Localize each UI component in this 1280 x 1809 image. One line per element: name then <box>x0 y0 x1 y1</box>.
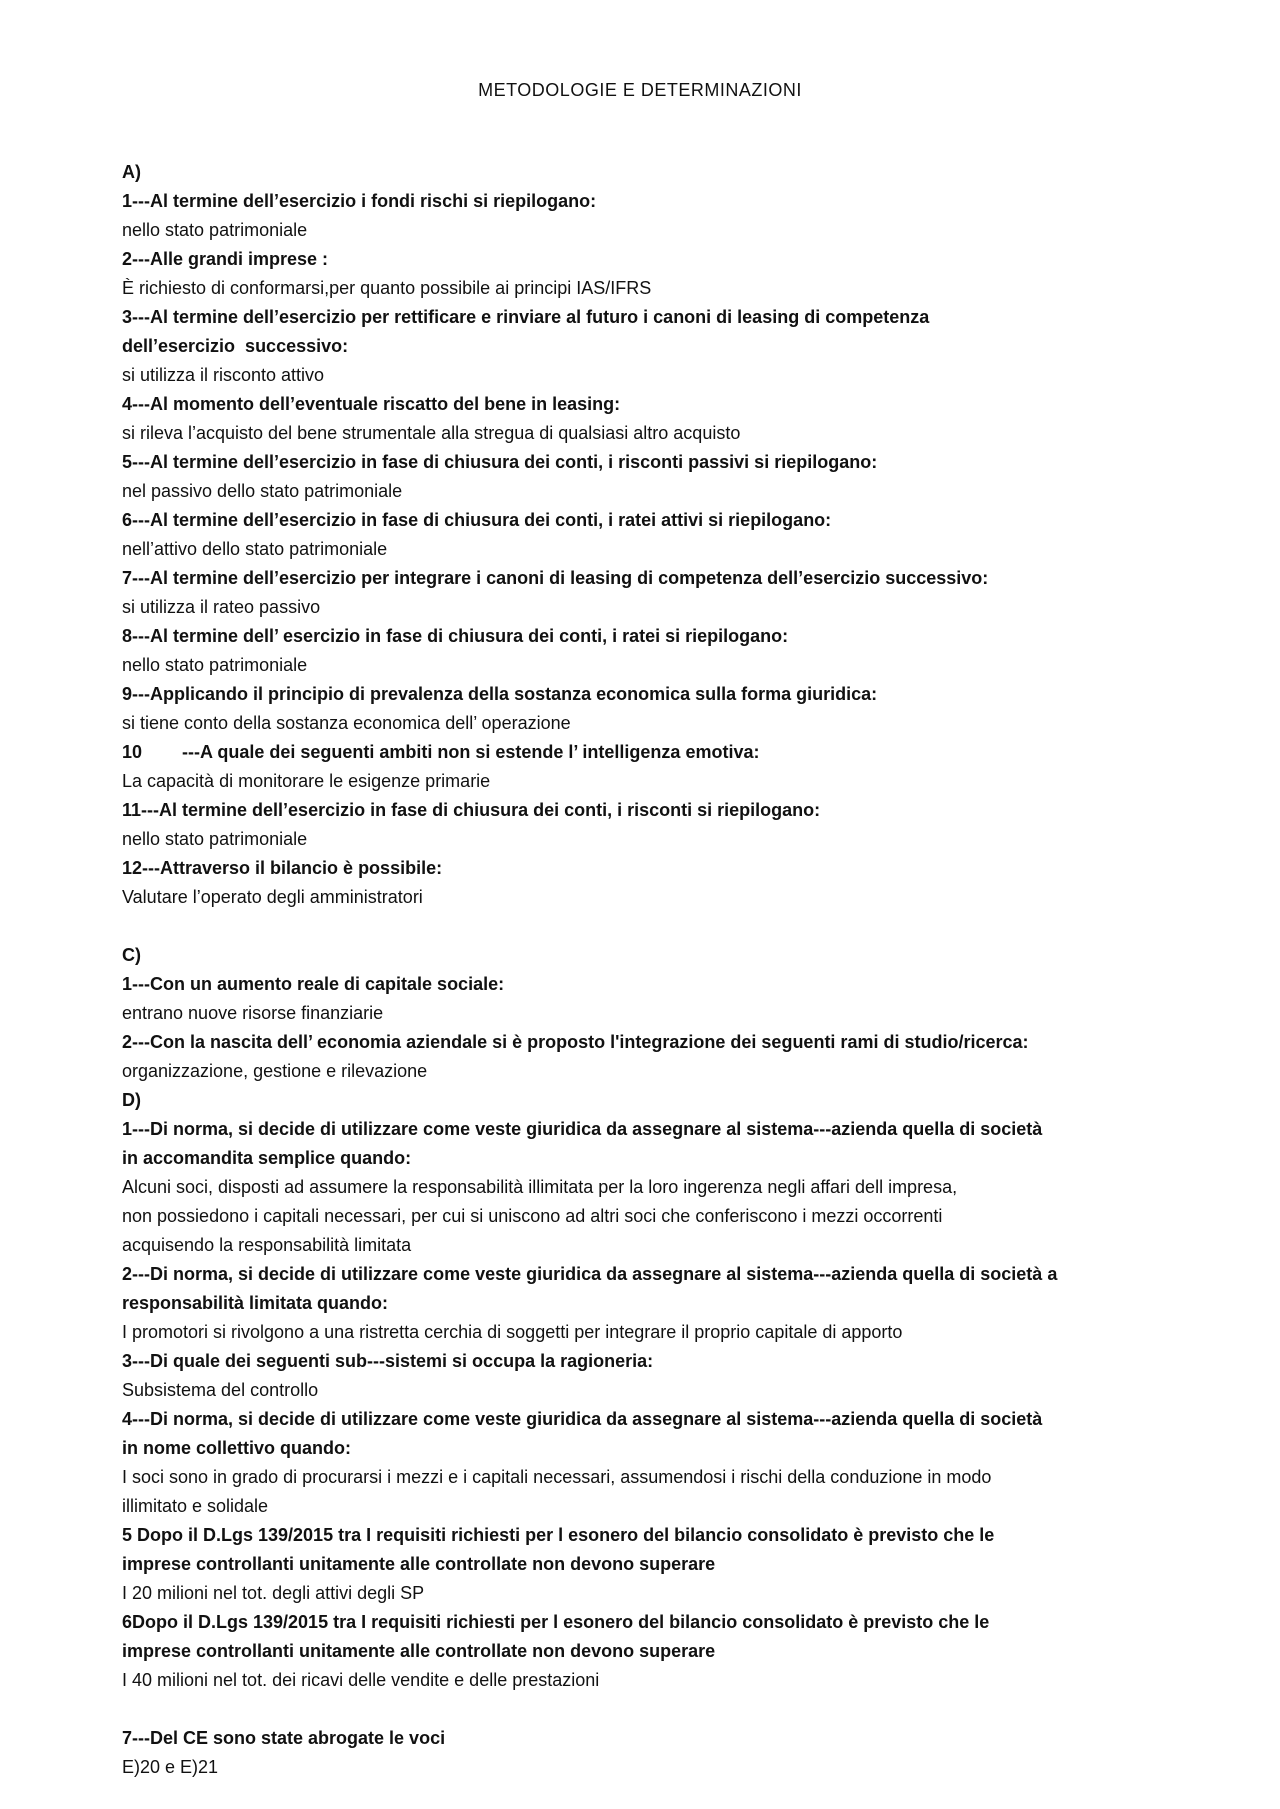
blank-line <box>122 912 1172 941</box>
answer-line: I 20 milioni nel tot. degli attivi degli SP <box>122 1583 425 1603</box>
question-line: 2---Con la nascita dell’ economia aziendale si è proposto l'integrazione dei seguenti rami di studio/ricerca: <box>122 1032 1029 1052</box>
question-line: dell’esercizio successivo: <box>122 336 349 356</box>
answer-line: illimitato e solidale <box>122 1496 269 1516</box>
answer-line: È richiesto di conformarsi,per quanto possibile ai principi IAS/IFRS <box>122 278 652 298</box>
question-line: C) <box>122 945 141 965</box>
question-line: 5 Dopo il D.Lgs 139/2015 tra I requisiti richiesti per l esonero del bilancio consolidato è previsto che le <box>122 1525 995 1545</box>
question-line: imprese controllanti unitamente alle controllate non devono superare <box>122 1554 716 1574</box>
answer-line: non possiedono i capitali necessari, per cui si uniscono ad altri soci che conferiscono i mezzi occorrenti <box>122 1206 943 1226</box>
question-line: 1---Al termine dell’esercizio i fondi rischi si riepilogano: <box>122 191 597 211</box>
answer-line: I promotori si rivolgono a una ristretta cerchia di soggetti per integrare il proprio capitale di apporto <box>122 1322 903 1342</box>
answer-line: Alcuni soci, disposti ad assumere la responsabilità illimitata per la loro ingerenza negli affari dell impresa, <box>122 1177 958 1197</box>
question-line: A) <box>122 162 141 182</box>
answer-line: I 40 milioni nel tot. dei ricavi delle vendite e delle prestazioni <box>122 1670 600 1690</box>
question-line: 4---Al momento dell’eventuale riscatto del bene in leasing: <box>122 394 621 414</box>
answer-line: si utilizza il rateo passivo <box>122 597 321 617</box>
question-line: 3---Al termine dell’esercizio per rettificare e rinviare al futuro i canoni di leasing di competenza <box>122 307 930 327</box>
question-line: 6---Al termine dell’esercizio in fase di chiusura dei conti, i ratei attivi si riepilogano: <box>122 510 832 530</box>
question-line: 8---Al termine dell’ esercizio in fase di chiusura dei conti, i ratei si riepilogano: <box>122 626 789 646</box>
answer-line: nello stato patrimoniale <box>122 655 308 675</box>
answer-line: nello stato patrimoniale <box>122 829 308 849</box>
question-line: in nome collettivo quando: <box>122 1438 351 1458</box>
question-line: 2---Alle grandi imprese : <box>122 249 329 269</box>
question-line: 4---Di norma, si decide di utilizzare come veste giuridica da assegnare al sistema---azienda quella di società <box>122 1409 1043 1429</box>
document-body <box>122 158 1172 1782</box>
question-line: 7---Al termine dell’esercizio per integrare i canoni di leasing di competenza dell’esercizio successivo: <box>122 568 989 588</box>
answer-line: nel passivo dello stato patrimoniale <box>122 481 403 501</box>
question-line: 12---Attraverso il bilancio è possibile: <box>122 858 443 878</box>
answer-line: nello stato patrimoniale <box>122 220 308 240</box>
question-line: 6Dopo il D.Lgs 139/2015 tra I requisiti richiesti per l esonero del bilancio consolidato è previsto che le <box>122 1612 990 1632</box>
question-line: 5---Al termine dell’esercizio in fase di chiusura dei conti, i risconti passivi si riepilogano: <box>122 452 878 472</box>
answer-line: entrano nuove risorse finanziarie <box>122 1003 384 1023</box>
answer-line: La capacità di monitorare le esigenze primarie <box>122 771 491 791</box>
answer-line: acquisendo la responsabilità limitata <box>122 1235 412 1255</box>
document-title: METODOLOGIE E DETERMINAZIONI <box>478 80 802 100</box>
question-line: 1---Con un aumento reale di capitale sociale: <box>122 974 505 994</box>
answer-line: si tiene conto della sostanza economica dell’ operazione <box>122 713 571 733</box>
answer-line: I soci sono in grado di procurarsi i mezzi e i capitali necessari, assumendosi i rischi della conduzione in modo <box>122 1467 992 1487</box>
answer-line: nell’attivo dello stato patrimoniale <box>122 539 388 559</box>
answer-line: organizzazione, gestione e rilevazione <box>122 1061 428 1081</box>
question-line: 1---Di norma, si decide di utilizzare come veste giuridica da assegnare al sistema---azienda quella di società <box>122 1119 1043 1139</box>
answer-line: Subsistema del controllo <box>122 1380 319 1400</box>
blank-line <box>122 1695 1172 1724</box>
answer-line: si rileva l’acquisto del bene strumentale alla stregua di qualsiasi altro acquisto <box>122 423 741 443</box>
question-line: 2---Di norma, si decide di utilizzare come veste giuridica da assegnare al sistema---azienda quella di società a <box>122 1264 1058 1284</box>
question-line: 7---Del CE sono state abrogate le voci <box>122 1728 446 1748</box>
question-line: in accomandita semplice quando: <box>122 1148 412 1168</box>
question-line: responsabilità limitata quando: <box>122 1293 389 1313</box>
question-line: 9---Applicando il principio di prevalenza della sostanza economica sulla forma giuridica: <box>122 684 878 704</box>
question-line: 3---Di quale dei seguenti sub---sistemi si occupa la ragioneria: <box>122 1351 654 1371</box>
question-line: 11---Al termine dell’esercizio in fase di chiusura dei conti, i risconti si riepilogano: <box>122 800 821 820</box>
answer-line: Valutare l’operato degli amministratori <box>122 887 423 907</box>
answer-line: E)20 e E)21 <box>122 1757 219 1777</box>
answer-line: si utilizza il risconto attivo <box>122 365 325 385</box>
question-line: 10 ---A quale dei seguenti ambiti non si estende l’ intelligenza emotiva: <box>122 742 760 762</box>
question-line: D) <box>122 1090 141 1110</box>
question-line: imprese controllanti unitamente alle controllate non devono superare <box>122 1641 716 1661</box>
